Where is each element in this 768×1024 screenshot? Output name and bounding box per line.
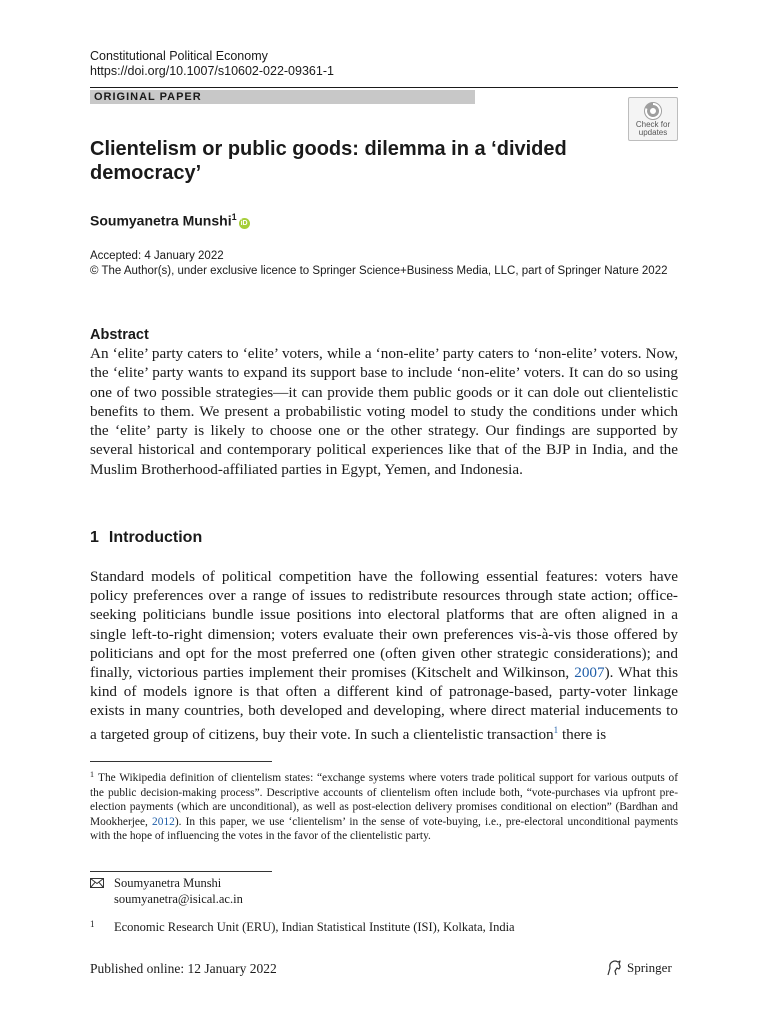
citation-link-bardhan[interactable]: 2012 [152,815,175,828]
author-affiliation-ref: 1 [231,212,237,222]
footnote-ref-1[interactable]: 1 [553,724,559,735]
check-updates-icon [643,101,663,121]
correspondence-email[interactable]: soumyanetra@isical.ac.in [114,892,243,906]
abstract-text: An ‘elite’ party caters to ‘elite’ voters, while a ‘non-elite’ party caters to ‘non-elite’ voters. Now, the ‘elite’ party wants to expand its support base to include ‘non-elite’ voters. It can do so using one of two possible strategies—it can provide them public goods or it can dole out clientelistic benefits to them. We present a probabilistic voting model to study the conditions under which the ‘elite’ party is likely to choose one or the other strategy. Our findings are supported by several historical and contemporary political experiences like that of the BJP in India, and the Muslim Brotherhood-affiliated parties in Egypt, Yemen, and Indonesia. [90,345,678,478]
paper-type-label: ORIGINAL PAPER [90,90,475,104]
doi-link[interactable]: https://doi.org/10.1007/s10602-022-09361-1 [90,64,334,78]
accepted-date: Accepted: 4 January 2022 [90,250,224,262]
springer-horse-icon [605,959,623,977]
mail-icon [90,878,104,888]
check-for-updates-badge[interactable] [628,97,678,141]
intro-text-part1: Standard models of political competition have the following essential features: voters have policy preferences over a range of issues to redistribute resources through state action; office-seeking politicians bundle issue positions into electoral platforms that are often aligned in a single left-to-right dimension; voters evaluate their own preferences vis-à-vis those offered by politicians and opt for the most preferred one (often given other strategic considerations); and finally, victorious parties implement their promises (Kitschelt and Wilkinson, [90,568,678,682]
orcid-icon[interactable]: iD [240,219,248,227]
citation-link-kitschelt[interactable]: 2007 [574,664,605,682]
footnote-1 [90,768,678,844]
introduction-paragraph [90,567,678,744]
correspondence-name: Soumyanetra Munshi [114,876,222,890]
footnote-rule [90,761,272,762]
intro-text-part2: ). What this kind of models ignore is that often a different kind of patronage-based, party-voter linkage exists in many countries, both developed and developing, where direct material inducements to a targeted group of citizens, buy their vote. In such a clientelistic transaction [90,664,678,743]
check-updates-line1: Check for [635,120,671,129]
intro-text-part3: there is [558,725,607,743]
abstract-heading: Abstract [90,327,149,343]
footnote-text-part2: ). In this paper, we use ‘clientelism’ in the sense of vote-buying, i.e., pre-electoral unconditional payments with the hope of influencing the votes in the favor of the clientelistic party. [90,815,678,843]
section-heading-introduction [90,528,202,548]
article-title: Clientelism or public goods: dilemma in a ‘divided democracy’ [90,138,567,184]
footnote-text-part1: The Wikipedia definition of clientelism states: “exchange systems where voters trade political support for various outputs of the public decision-making process”. Descriptive accounts of clientelism often include both, “vote-purchases via upfront pre-election payments (which are unconditional), as well as post-election delivery promises conditional on election” (Bardhan and Mookherjee, [90,772,678,828]
check-updates-line2: updates [638,128,668,137]
author-line [90,208,250,230]
publisher-name: Springer [627,960,672,975]
author-name[interactable]: Soumyanetra Munshi [90,212,232,229]
licence-notice: © The Author(s), under exclusive licence to Springer Science+Business Media, LLC, part of Springer Nature 2022 [90,265,668,277]
footnote-number: 1 [90,770,94,779]
section-number: 1 [90,529,99,546]
affiliation-text: Economic Research Unit (ERU), Indian Statistical Institute (ISI), Kolkata, India [114,920,515,934]
journal-name: Constitutional Political Economy [90,49,268,63]
section-title: Introduction [108,529,203,546]
published-online-date: Published online: 12 January 2022 [90,961,277,976]
springer-logo[interactable] [605,959,672,977]
header-rule [90,87,678,88]
affiliation-number: 1 [90,919,95,929]
correspondence-rule [90,871,272,872]
